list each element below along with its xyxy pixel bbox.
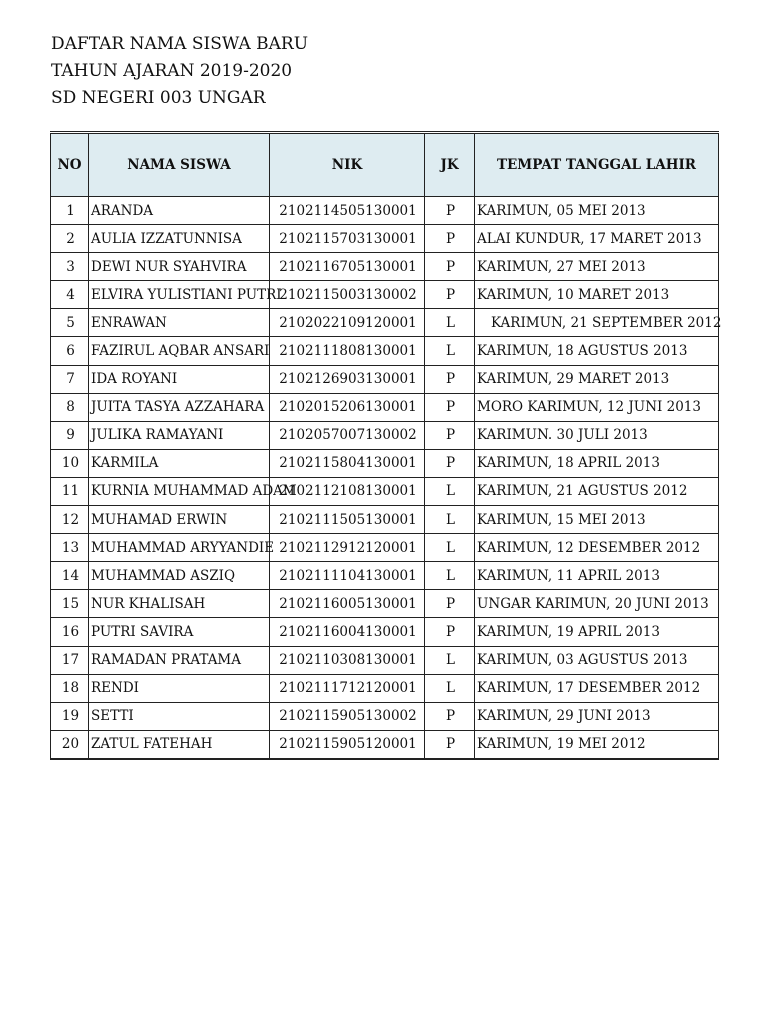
- cell-ttl: KARIMUN. 30 JULI 2013: [475, 421, 719, 449]
- cell-no: 3: [51, 253, 89, 281]
- table-row: [51, 309, 719, 337]
- cell-nik: 2102126903130001: [270, 365, 425, 393]
- cell-nik: 2102115804130001: [270, 449, 425, 477]
- table-row: [51, 365, 719, 393]
- cell-nama: ZATUL FATEHAH: [89, 730, 270, 759]
- cell-jk: P: [425, 590, 475, 618]
- cell-nik: 2102057007130002: [270, 421, 425, 449]
- cell-jk: L: [425, 337, 475, 365]
- cell-ttl: KARIMUN, 21 AGUSTUS 2012: [475, 477, 719, 505]
- cell-no: 8: [51, 393, 89, 421]
- cell-no: 4: [51, 281, 89, 309]
- cell-no: 1: [51, 197, 89, 225]
- table-row: [51, 534, 719, 562]
- cell-jk: L: [425, 534, 475, 562]
- cell-ttl: KARIMUN, 27 MEI 2013: [475, 253, 719, 281]
- cell-ttl: KARIMUN, 10 MARET 2013: [475, 281, 719, 309]
- table-row: [51, 197, 719, 225]
- cell-ttl: KARIMUN, 11 APRIL 2013: [475, 562, 719, 590]
- table-header-row: [51, 133, 719, 197]
- cell-no: 12: [51, 506, 89, 534]
- table-row: [51, 646, 719, 674]
- cell-nama: PUTRI SAVIRA: [89, 618, 270, 646]
- table-row: [51, 421, 719, 449]
- cell-jk: P: [425, 365, 475, 393]
- cell-nik: 2102115003130002: [270, 281, 425, 309]
- cell-ttl: KARIMUN, 19 APRIL 2013: [475, 618, 719, 646]
- cell-jk: L: [425, 309, 475, 337]
- cell-no: 10: [51, 449, 89, 477]
- title-line-1: DAFTAR NAMA SISWA BARU: [51, 34, 309, 54]
- cell-jk: L: [425, 506, 475, 534]
- cell-ttl: MORO KARIMUN, 12 JUNI 2013: [475, 393, 719, 421]
- student-table: [50, 131, 722, 760]
- column-header-nama: NAMA SISWA: [89, 133, 270, 197]
- cell-ttl: KARIMUN, 18 APRIL 2013: [475, 449, 719, 477]
- column-header-jk: JK: [425, 133, 475, 197]
- table-row: [51, 393, 719, 421]
- cell-no: 6: [51, 337, 89, 365]
- cell-jk: P: [425, 730, 475, 759]
- cell-ttl: KARIMUN, 21 SEPTEMBER 2012: [475, 309, 719, 337]
- cell-nama: ELVIRA YULISTIANI PUTRI: [89, 281, 270, 309]
- cell-nik: 2102112912120001: [270, 534, 425, 562]
- cell-no: 19: [51, 702, 89, 730]
- cell-no: 14: [51, 562, 89, 590]
- cell-ttl: KARIMUN, 29 JUNI 2013: [475, 702, 719, 730]
- cell-no: 2: [51, 225, 89, 253]
- cell-no: 17: [51, 646, 89, 674]
- cell-nama: ENRAWAN: [89, 309, 270, 337]
- cell-nama: ARANDA: [89, 197, 270, 225]
- cell-jk: P: [425, 618, 475, 646]
- cell-ttl: KARIMUN, 15 MEI 2013: [475, 506, 719, 534]
- title-line-3: SD NEGERI 003 UNGAR: [51, 88, 266, 108]
- cell-nama: IDA ROYANI: [89, 365, 270, 393]
- cell-jk: L: [425, 562, 475, 590]
- column-header-no: NO: [51, 133, 89, 197]
- cell-nama: KARMILA: [89, 449, 270, 477]
- table-row: [51, 449, 719, 477]
- cell-no: 20: [51, 730, 89, 759]
- cell-ttl: KARIMUN, 17 DESEMBER 2012: [475, 674, 719, 702]
- cell-no: 15: [51, 590, 89, 618]
- table-row: [51, 281, 719, 309]
- cell-nama: NUR KHALISAH: [89, 590, 270, 618]
- cell-nama: JUITA TASYA AZZAHARA: [89, 393, 270, 421]
- column-header-ttl: TEMPAT TANGGAL LAHIR: [475, 133, 719, 197]
- table-row: [51, 506, 719, 534]
- cell-no: 9: [51, 421, 89, 449]
- cell-nama: KURNIA MUHAMMAD ADAM: [89, 477, 270, 505]
- cell-no: 16: [51, 618, 89, 646]
- cell-nik: 2102111808130001: [270, 337, 425, 365]
- cell-nik: 2102116005130001: [270, 590, 425, 618]
- cell-nik: 2102111712120001: [270, 674, 425, 702]
- cell-nama: MUHAMMAD ARYYANDIE: [89, 534, 270, 562]
- table-row: [51, 225, 719, 253]
- cell-jk: P: [425, 281, 475, 309]
- cell-jk: P: [425, 197, 475, 225]
- cell-jk: P: [425, 449, 475, 477]
- cell-ttl: KARIMUN, 19 MEI 2012: [475, 730, 719, 759]
- cell-jk: P: [425, 702, 475, 730]
- cell-nik: 2102111104130001: [270, 562, 425, 590]
- title-line-2: TAHUN AJARAN 2019-2020: [51, 61, 293, 81]
- cell-jk: P: [425, 393, 475, 421]
- table-row: [51, 702, 719, 730]
- cell-nik: 2102114505130001: [270, 197, 425, 225]
- cell-jk: L: [425, 674, 475, 702]
- table-row: [51, 730, 719, 759]
- cell-nik: 2102116705130001: [270, 253, 425, 281]
- table-body: [51, 197, 722, 759]
- cell-ttl: KARIMUN, 18 AGUSTUS 2013: [475, 337, 719, 365]
- table-row: [51, 477, 719, 505]
- cell-ttl: KARIMUN, 29 MARET 2013: [475, 365, 719, 393]
- document-title: [51, 31, 308, 112]
- cell-nama: MUHAMAD ERWIN: [89, 506, 270, 534]
- table-row: [51, 618, 719, 646]
- cell-no: 7: [51, 365, 89, 393]
- cell-nama: MUHAMMAD ASZIQ: [89, 562, 270, 590]
- cell-ttl: KARIMUN, 03 AGUSTUS 2013: [475, 646, 719, 674]
- cell-nik: 2102111505130001: [270, 506, 425, 534]
- cell-jk: L: [425, 477, 475, 505]
- cell-nik: 2102115703130001: [270, 225, 425, 253]
- cell-jk: L: [425, 646, 475, 674]
- cell-ttl: UNGAR KARIMUN, 20 JUNI 2013: [475, 590, 719, 618]
- cell-no: 11: [51, 477, 89, 505]
- table-row: [51, 590, 719, 618]
- cell-nama: RAMADAN PRATAMA: [89, 646, 270, 674]
- cell-no: 5: [51, 309, 89, 337]
- cell-ttl: KARIMUN, 12 DESEMBER 2012: [475, 534, 719, 562]
- cell-jk: P: [425, 253, 475, 281]
- cell-nik: 2102115905120001: [270, 730, 425, 759]
- cell-nik: 2102112108130001: [270, 477, 425, 505]
- cell-no: 13: [51, 534, 89, 562]
- cell-nik: 2102115905130002: [270, 702, 425, 730]
- cell-jk: P: [425, 225, 475, 253]
- cell-nik: 2102110308130001: [270, 646, 425, 674]
- cell-nama: SETTI: [89, 702, 270, 730]
- table-row: [51, 674, 719, 702]
- cell-ttl: KARIMUN, 05 MEI 2013: [475, 197, 719, 225]
- table-row: [51, 337, 719, 365]
- cell-ttl: ALAI KUNDUR, 17 MARET 2013: [475, 225, 719, 253]
- cell-nama: JULIKA RAMAYANI: [89, 421, 270, 449]
- cell-nama: DEWI NUR SYAHVIRA: [89, 253, 270, 281]
- cell-nik: 2102015206130001: [270, 393, 425, 421]
- table-row: [51, 253, 719, 281]
- cell-no: 18: [51, 674, 89, 702]
- table-row: [51, 562, 719, 590]
- cell-nama: AULIA IZZATUNNISA: [89, 225, 270, 253]
- cell-nama: RENDI: [89, 674, 270, 702]
- column-header-nik: NIK: [270, 133, 425, 197]
- cell-nik: 2102022109120001: [270, 309, 425, 337]
- cell-nama: FAZIRUL AQBAR ANSARI: [89, 337, 270, 365]
- cell-nik: 2102116004130001: [270, 618, 425, 646]
- cell-jk: P: [425, 421, 475, 449]
